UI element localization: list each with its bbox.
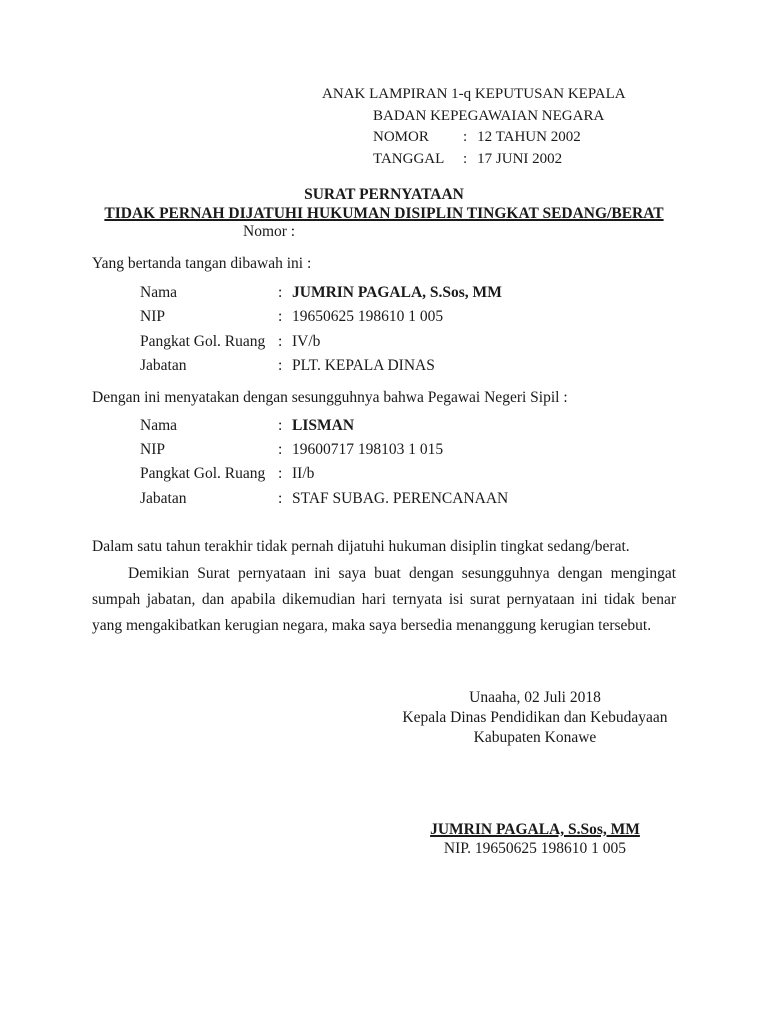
field-row-employee-nip bbox=[140, 438, 768, 462]
header-nomor-colon: : bbox=[463, 129, 468, 145]
field-colon: : bbox=[278, 416, 283, 434]
field-label: NIP bbox=[140, 308, 165, 326]
field-value: LISMAN bbox=[292, 416, 355, 434]
signatory-nip: NIP. 19650625 198610 1 005 bbox=[443, 840, 627, 858]
header-nomor-row bbox=[373, 127, 768, 149]
field-colon: : bbox=[278, 357, 283, 375]
field-row-employee-jabatan bbox=[140, 487, 768, 511]
field-colon: : bbox=[278, 284, 283, 301]
field-label: Nama bbox=[140, 284, 178, 301]
signature-office-line-1: Kepala Dinas Pendidikan dan Kebudayaan bbox=[402, 709, 668, 727]
field-value: II/b bbox=[292, 465, 315, 483]
field-label: Pangkat Gol. Ruang bbox=[140, 465, 266, 483]
field-label: Jabatan bbox=[140, 489, 187, 507]
header-tanggal-row bbox=[373, 149, 768, 171]
intro-line-2: Dengan ini menyatakan dengan sesungguhnya bahwa Pegawai Negeri Sipil : bbox=[92, 388, 568, 406]
signatory-block bbox=[370, 820, 700, 858]
header-tanggal-value: 17 JUNI 2002 bbox=[477, 150, 563, 167]
signature-place-date: Unaaha, 02 Juli 2018 bbox=[469, 689, 601, 707]
document-title bbox=[0, 186, 768, 223]
header-tanggal-label: TANGGAL bbox=[373, 150, 445, 167]
field-value: JUMRIN PAGALA, S.Sos, MM bbox=[292, 284, 502, 301]
field-value: STAF SUBAG. PERENCANAAN bbox=[292, 489, 509, 507]
field-label: Jabatan bbox=[140, 357, 187, 375]
field-row-official-jabatan bbox=[140, 354, 768, 378]
employee-fields bbox=[140, 414, 768, 512]
field-label: Nama bbox=[140, 416, 178, 434]
statement-line: Dalam satu tahun terakhir tidak pernah dijatuhi hukuman disiplin tingkat sedang/berat. bbox=[92, 538, 630, 556]
field-colon: : bbox=[278, 489, 283, 507]
field-label: NIP bbox=[140, 441, 165, 459]
header-sub-block bbox=[373, 106, 768, 171]
signature-block bbox=[370, 688, 700, 748]
field-row-official-nama bbox=[140, 281, 768, 305]
reference-header bbox=[322, 84, 768, 170]
field-colon: : bbox=[278, 465, 283, 483]
field-value: IV/b bbox=[292, 332, 321, 350]
field-value: PLT. KEPALA DINAS bbox=[292, 357, 435, 375]
title-line-2: TIDAK PERNAH DIJATUHI HUKUMAN DISIPLIN TINGKAT SEDANG/BERAT bbox=[104, 205, 664, 222]
field-value: 19650625 198610 1 005 bbox=[292, 308, 444, 326]
intro-line-1: Yang bertanda tangan dibawah ini : bbox=[92, 255, 312, 272]
header-line-1: ANAK LAMPIRAN 1-q KEPUTUSAN KEPALA bbox=[322, 86, 626, 102]
title-nomor-line: Nomor : bbox=[243, 223, 296, 240]
signature-office-line-2: Kabupaten Konawe bbox=[473, 729, 597, 747]
signatory-name: JUMRIN PAGALA, S.Sos, MM bbox=[430, 821, 640, 839]
header-nomor-label: NOMOR bbox=[373, 129, 429, 145]
title-line-1: SURAT PERNYATAAN bbox=[304, 186, 464, 203]
field-colon: : bbox=[278, 441, 283, 459]
header-tanggal-colon: : bbox=[463, 150, 468, 167]
field-row-official-pangkat bbox=[140, 330, 768, 354]
header-nomor-value: 12 TAHUN 2002 bbox=[477, 129, 581, 145]
closing-paragraph: Demikian Surat pernyataan ini saya buat dengan sesungguhnya dengan mengingat sumpah jabatan, dan apabila dikemudian hari ternyata isi surat pernyataan ini tidak benar yang mengakibatkan kerugian negara, maka saya bersedia menanggung kerugian tersebut. bbox=[92, 565, 676, 635]
field-label: Pangkat Gol. Ruang bbox=[140, 332, 266, 350]
field-row-employee-pangkat bbox=[140, 462, 768, 486]
field-colon: : bbox=[278, 308, 283, 326]
official-fields bbox=[140, 281, 768, 379]
field-row-official-nip bbox=[140, 305, 768, 329]
header-line-2: BADAN KEPEGAWAIAN NEGARA bbox=[373, 107, 605, 124]
field-row-employee-nama bbox=[140, 414, 768, 438]
field-value: 19600717 198103 1 015 bbox=[292, 441, 444, 459]
field-colon: : bbox=[278, 332, 283, 350]
